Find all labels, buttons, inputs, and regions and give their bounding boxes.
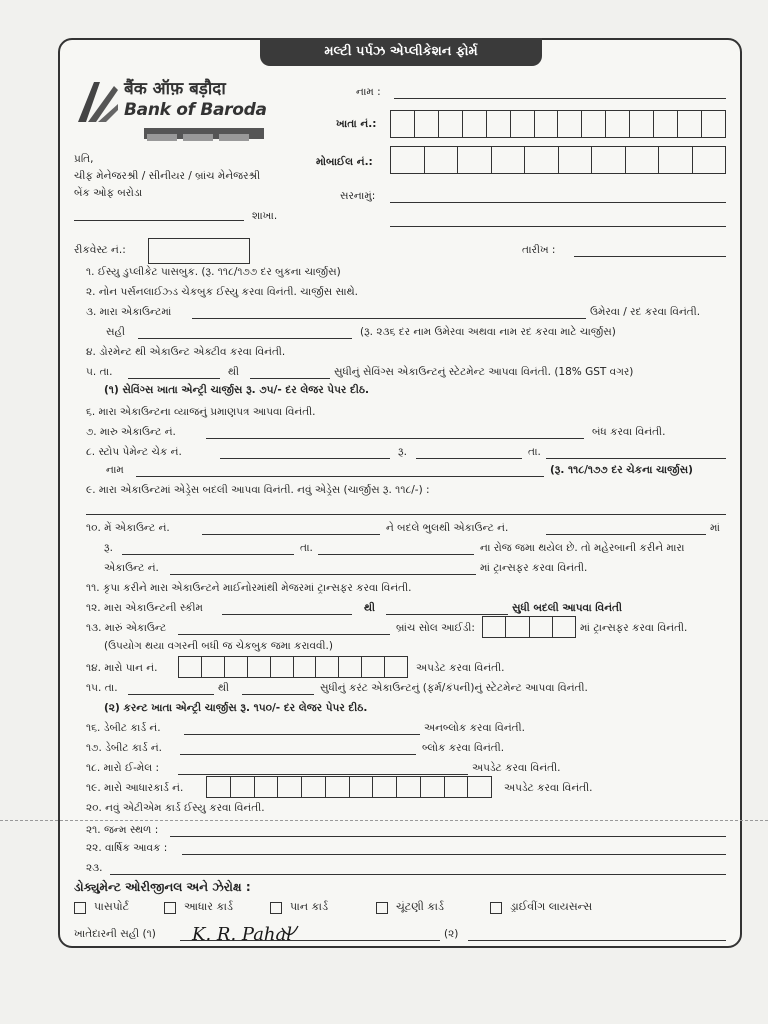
pan-label: પાન કાર્ડ bbox=[290, 900, 329, 913]
signature-line-2[interactable] bbox=[468, 940, 726, 941]
item-10-amount-line[interactable] bbox=[122, 554, 294, 555]
request-no-label: રીકવેસ્ટ નં.: bbox=[74, 244, 126, 256]
item-3-charges: (રૂ. ૨૩૬ દર નામ ઉમેરવા અથવા નામ રદ કરવા માટે ચાર્જીસ) bbox=[360, 326, 616, 338]
item-18-suffix: અપડેટ કરવા વિનંતી. bbox=[472, 762, 561, 774]
item-16-label: ૧૬. ડેબીટ કાર્ડ નં. bbox=[86, 722, 161, 734]
item-8-label: ૮. સ્ટોપ પેમેન્ટ ચેક નં. bbox=[86, 446, 182, 458]
item-18-label: ૧૮. મારો ઈ-મેલ : bbox=[86, 762, 160, 774]
aadhaar-checkbox[interactable] bbox=[164, 902, 176, 914]
item-7-suffix: બંધ કરવા વિનંતી. bbox=[592, 426, 666, 438]
item-13-note: (ઉપયોગ થયા વગરની બધી જ ચેકબુક જમા કરાવવી.) bbox=[104, 640, 333, 652]
item-10-acc1-line[interactable] bbox=[202, 534, 380, 535]
to-bank: બેંક ઓફ બરોડા bbox=[74, 187, 143, 199]
item-3-line[interactable] bbox=[192, 318, 586, 319]
item-10-label: ૧૦. મેં એકાઉન્ટ નં. bbox=[86, 522, 170, 534]
documents-heading: ડોક્યુમેન્ટ ઓરીજીનલ અને ઝેરોક્ષ : bbox=[74, 880, 251, 894]
address-line-2[interactable] bbox=[390, 226, 726, 227]
item-3-label: ૩. મારા એકાઉન્ટમાં bbox=[86, 306, 172, 318]
item-5-label: ૫. તા. bbox=[86, 366, 113, 378]
item-13-line[interactable] bbox=[178, 634, 390, 635]
name-label: નામ : bbox=[356, 86, 381, 98]
item-15-suffix: સુધીનું કરંટ એકાઉન્ટનું (ફર્મ/કંપની)નું સ્ટેટમેન્ટ આપવા વિનંતી. bbox=[320, 682, 588, 694]
item-21-label: ૨૧. જન્મ સ્થળ : bbox=[86, 824, 159, 836]
item-2: ૨. નોન પર્સનલાઈઝ્ડ ચેકબુક ઈસ્યુ કરવા વિનંતી. ચાર્જીસ સાથે. bbox=[86, 286, 358, 298]
item-7-line[interactable] bbox=[206, 438, 584, 439]
bank-name-english: Bank of Baroda bbox=[124, 100, 267, 120]
item-10-instead: ને બદલે ભુલથી એકાઉન્ટ નં. bbox=[386, 522, 509, 534]
item-10-in: માં bbox=[710, 522, 720, 534]
account-no-label: ખાતા નં.: bbox=[336, 118, 377, 130]
item-5-charges: (૧) સેવિંગ્સ ખાતા એન્ટ્રી ચાર્જીસ રૂ. ૭૫/- દર લેજર પેપર દીઠ. bbox=[104, 384, 369, 396]
item-16-line[interactable] bbox=[184, 734, 420, 735]
item-21-line[interactable] bbox=[170, 836, 726, 837]
to-manager: ચીફ મેનેજરશ્રી / સીનીયર / બ્રાંચ મેનેજરશ્રી bbox=[74, 170, 261, 182]
item-13-suffix: માં ટ્રાન્સફર કરવા વિનંતી. bbox=[580, 622, 688, 634]
item-22-label: ૨૨. વાર્ષિક આવક : bbox=[86, 842, 168, 854]
driving-label: ડ્રાઈવીંગ લાયસન્સ bbox=[510, 900, 593, 913]
item-8-cheque-line[interactable] bbox=[220, 458, 390, 459]
item-17-label: ૧૭. ડેબીટ કાર્ડ નં. bbox=[86, 742, 163, 754]
signature-2-label: (૨) bbox=[444, 928, 459, 940]
item-15-label: ૧૫. તા. bbox=[86, 682, 118, 694]
item-15-from-line[interactable] bbox=[128, 694, 214, 695]
item-17-suffix: બ્લોક કરવા વિનંતી. bbox=[422, 742, 505, 754]
to-label: પ્રતિ, bbox=[74, 153, 94, 165]
mobile-boxes[interactable] bbox=[390, 146, 726, 174]
item-13-label: ૧૩. મારું એકાઉન્ટ bbox=[86, 622, 167, 634]
item-13-sol: બ્રાંચ સોલ આઈડી: bbox=[396, 622, 475, 634]
item-5-from: થી bbox=[228, 366, 240, 378]
item-8-date: તા. bbox=[528, 446, 541, 458]
item-8-rs: રૂ. bbox=[398, 446, 407, 458]
address-line-1[interactable] bbox=[390, 202, 726, 203]
item-10-acc3-label: એકાઉન્ટ નં. bbox=[104, 562, 159, 574]
election-label: ચૂંટણી કાર્ડ bbox=[396, 900, 444, 913]
item-16-suffix: અનબ્લોક કરવા વિનંતી. bbox=[424, 722, 525, 734]
form-title: મલ્ટી પર્પઝ એપ્લીકેશન ફોર્મ bbox=[260, 38, 542, 66]
handwritten-signature bbox=[190, 918, 310, 948]
item-15-to-line[interactable] bbox=[242, 694, 314, 695]
item-9-line[interactable] bbox=[86, 514, 726, 515]
logo-strip bbox=[144, 128, 264, 139]
election-checkbox[interactable] bbox=[376, 902, 388, 914]
item-13-sol-boxes[interactable] bbox=[482, 616, 576, 638]
item-7-label: ૭. મારુ એકાઉન્ટ નં. bbox=[86, 426, 176, 438]
item-1: ૧. ઈસ્યુ ડુપ્લીકેટ પાસબુક. (રૂ. ૧૧૮/૧૭૭ દર બુકના ચાર્જીસ) bbox=[86, 266, 341, 278]
item-10-credited: ના રોજ જમા થયેલ છે. તો મહેરબાની કરીને મારા bbox=[480, 542, 685, 554]
item-12-to-line[interactable] bbox=[386, 614, 508, 615]
item-10-date: તા. bbox=[300, 542, 313, 554]
item-10-acc3-line[interactable] bbox=[170, 574, 476, 575]
item-22-line[interactable] bbox=[182, 854, 726, 855]
item-14-suffix: અપડેટ કરવા વિનંતી. bbox=[416, 662, 505, 674]
item-8-name-line[interactable] bbox=[136, 476, 544, 477]
item-15-from: થી bbox=[218, 682, 230, 694]
passport-label: પાસપોર્ટ bbox=[94, 900, 130, 913]
item-19-label: ૧૯. મારો આધારકાર્ડ નં. bbox=[86, 782, 184, 794]
item-8-amount-line[interactable] bbox=[416, 458, 522, 459]
item-14-label: ૧૪. મારો પાન નં. bbox=[86, 662, 158, 674]
item-10-date-line[interactable] bbox=[318, 554, 474, 555]
item-12-label: ૧૨. મારા એકાઉન્ટની સ્કીમ bbox=[86, 602, 203, 614]
item-12-suffix: સુધી બદલી આપવા વિનંતી bbox=[512, 602, 623, 614]
item-5-suffix: સુધીનું સેવિંગ્સ એકાઉન્ટનું સ્ટેટમેન્ટ આપવા વિનંતી. (18% GST વગર) bbox=[334, 366, 634, 378]
pan-boxes[interactable] bbox=[178, 656, 408, 678]
branch-line[interactable] bbox=[74, 220, 244, 221]
item-10-acc2-line[interactable] bbox=[546, 534, 706, 535]
item-8-date-line[interactable] bbox=[546, 458, 726, 459]
driving-checkbox[interactable] bbox=[490, 902, 502, 914]
item-8-name: નામ bbox=[106, 464, 124, 476]
bank-logo bbox=[74, 78, 270, 144]
pan-checkbox[interactable] bbox=[270, 902, 282, 914]
aadhaar-boxes[interactable] bbox=[206, 776, 492, 798]
bank-of-baroda-rays-icon bbox=[74, 78, 120, 124]
item-4: ૪. ડોરમેન્ટ થી એકાઉન્ટ એક્ટીવ કરવા વિનંતી. bbox=[86, 346, 286, 358]
item-23-line[interactable] bbox=[110, 874, 726, 875]
signature-text: K. R. Pahal bbox=[192, 924, 293, 945]
item-11: ૧૧. કૃપા કરીને મારા એકાઉન્ટને માઈનોરમાંથી મેજરમાં ટ્રાન્સફર કરવા વિનંતી. bbox=[86, 582, 412, 594]
item-5-from-line[interactable] bbox=[128, 378, 220, 379]
scan-fold-line bbox=[0, 820, 768, 821]
item-6: ૬. મારા એકાઉન્ટના વ્યાજનું પ્રમાણપત્ર આપવા વિનંતી. bbox=[86, 406, 316, 418]
item-12-from: થી bbox=[364, 602, 376, 614]
date-line[interactable] bbox=[574, 256, 726, 257]
item-3-sign-label: સહી bbox=[106, 326, 125, 338]
date-label: તારીખ : bbox=[522, 244, 556, 256]
item-3-suffix: ઉમેરવા / રદ કરવા વિનંતી. bbox=[590, 306, 701, 318]
name-line[interactable] bbox=[394, 98, 726, 99]
request-no-box[interactable] bbox=[148, 238, 250, 264]
item-18-line[interactable] bbox=[178, 774, 468, 775]
item-10-rs: રૂ. bbox=[104, 542, 113, 554]
passport-checkbox[interactable] bbox=[74, 902, 86, 914]
item-19-suffix: અપડેટ કરવા વિનંતી. bbox=[504, 782, 593, 794]
mobile-label: મોબાઈલ નં.: bbox=[316, 156, 373, 168]
item-12-from-line[interactable] bbox=[222, 614, 352, 615]
multi-purpose-application-form bbox=[58, 38, 742, 948]
item-10-suffix: માં ટ્રાન્સફર કરવા વિનંતી. bbox=[480, 562, 588, 574]
item-3-sign-line[interactable] bbox=[138, 338, 352, 339]
branch-label: શાખા. bbox=[252, 210, 278, 222]
item-8-charges: (રૂ. ૧૧૮/૧૭૭ દર ચેકના ચાર્જીસ) bbox=[550, 464, 693, 476]
signature-label: ખાતેદારની સહી (૧) bbox=[74, 928, 156, 940]
item-23-label: ૨૩. bbox=[86, 862, 103, 874]
item-15-charges: (૨) કરન્ટ ખાતા એન્ટ્રી ચાર્જીસ રૂ. ૧૫૦/- દર લેજર પેપર દીઠ. bbox=[104, 702, 368, 714]
item-9: ૯. મારા એકાઉન્ટમાં એડ્રેસ બદલી આપવા વિનંતી. નવું એડ્રેસ (ચાર્જીસ રૂ. ૧૧૮/-) : bbox=[86, 484, 430, 496]
bank-name-hindi: बैंक ऑफ़ बड़ौदा bbox=[124, 79, 226, 99]
aadhaar-label: આધાર કાર્ડ bbox=[184, 900, 233, 913]
address-label: સરનામું: bbox=[340, 190, 376, 202]
item-20: ૨૦. નવું એટીએમ કાર્ડ ઈસ્યુ કરવા વિનંતી. bbox=[86, 802, 265, 814]
account-no-boxes[interactable] bbox=[390, 110, 726, 138]
item-5-to-line[interactable] bbox=[250, 378, 330, 379]
item-17-line[interactable] bbox=[180, 754, 416, 755]
